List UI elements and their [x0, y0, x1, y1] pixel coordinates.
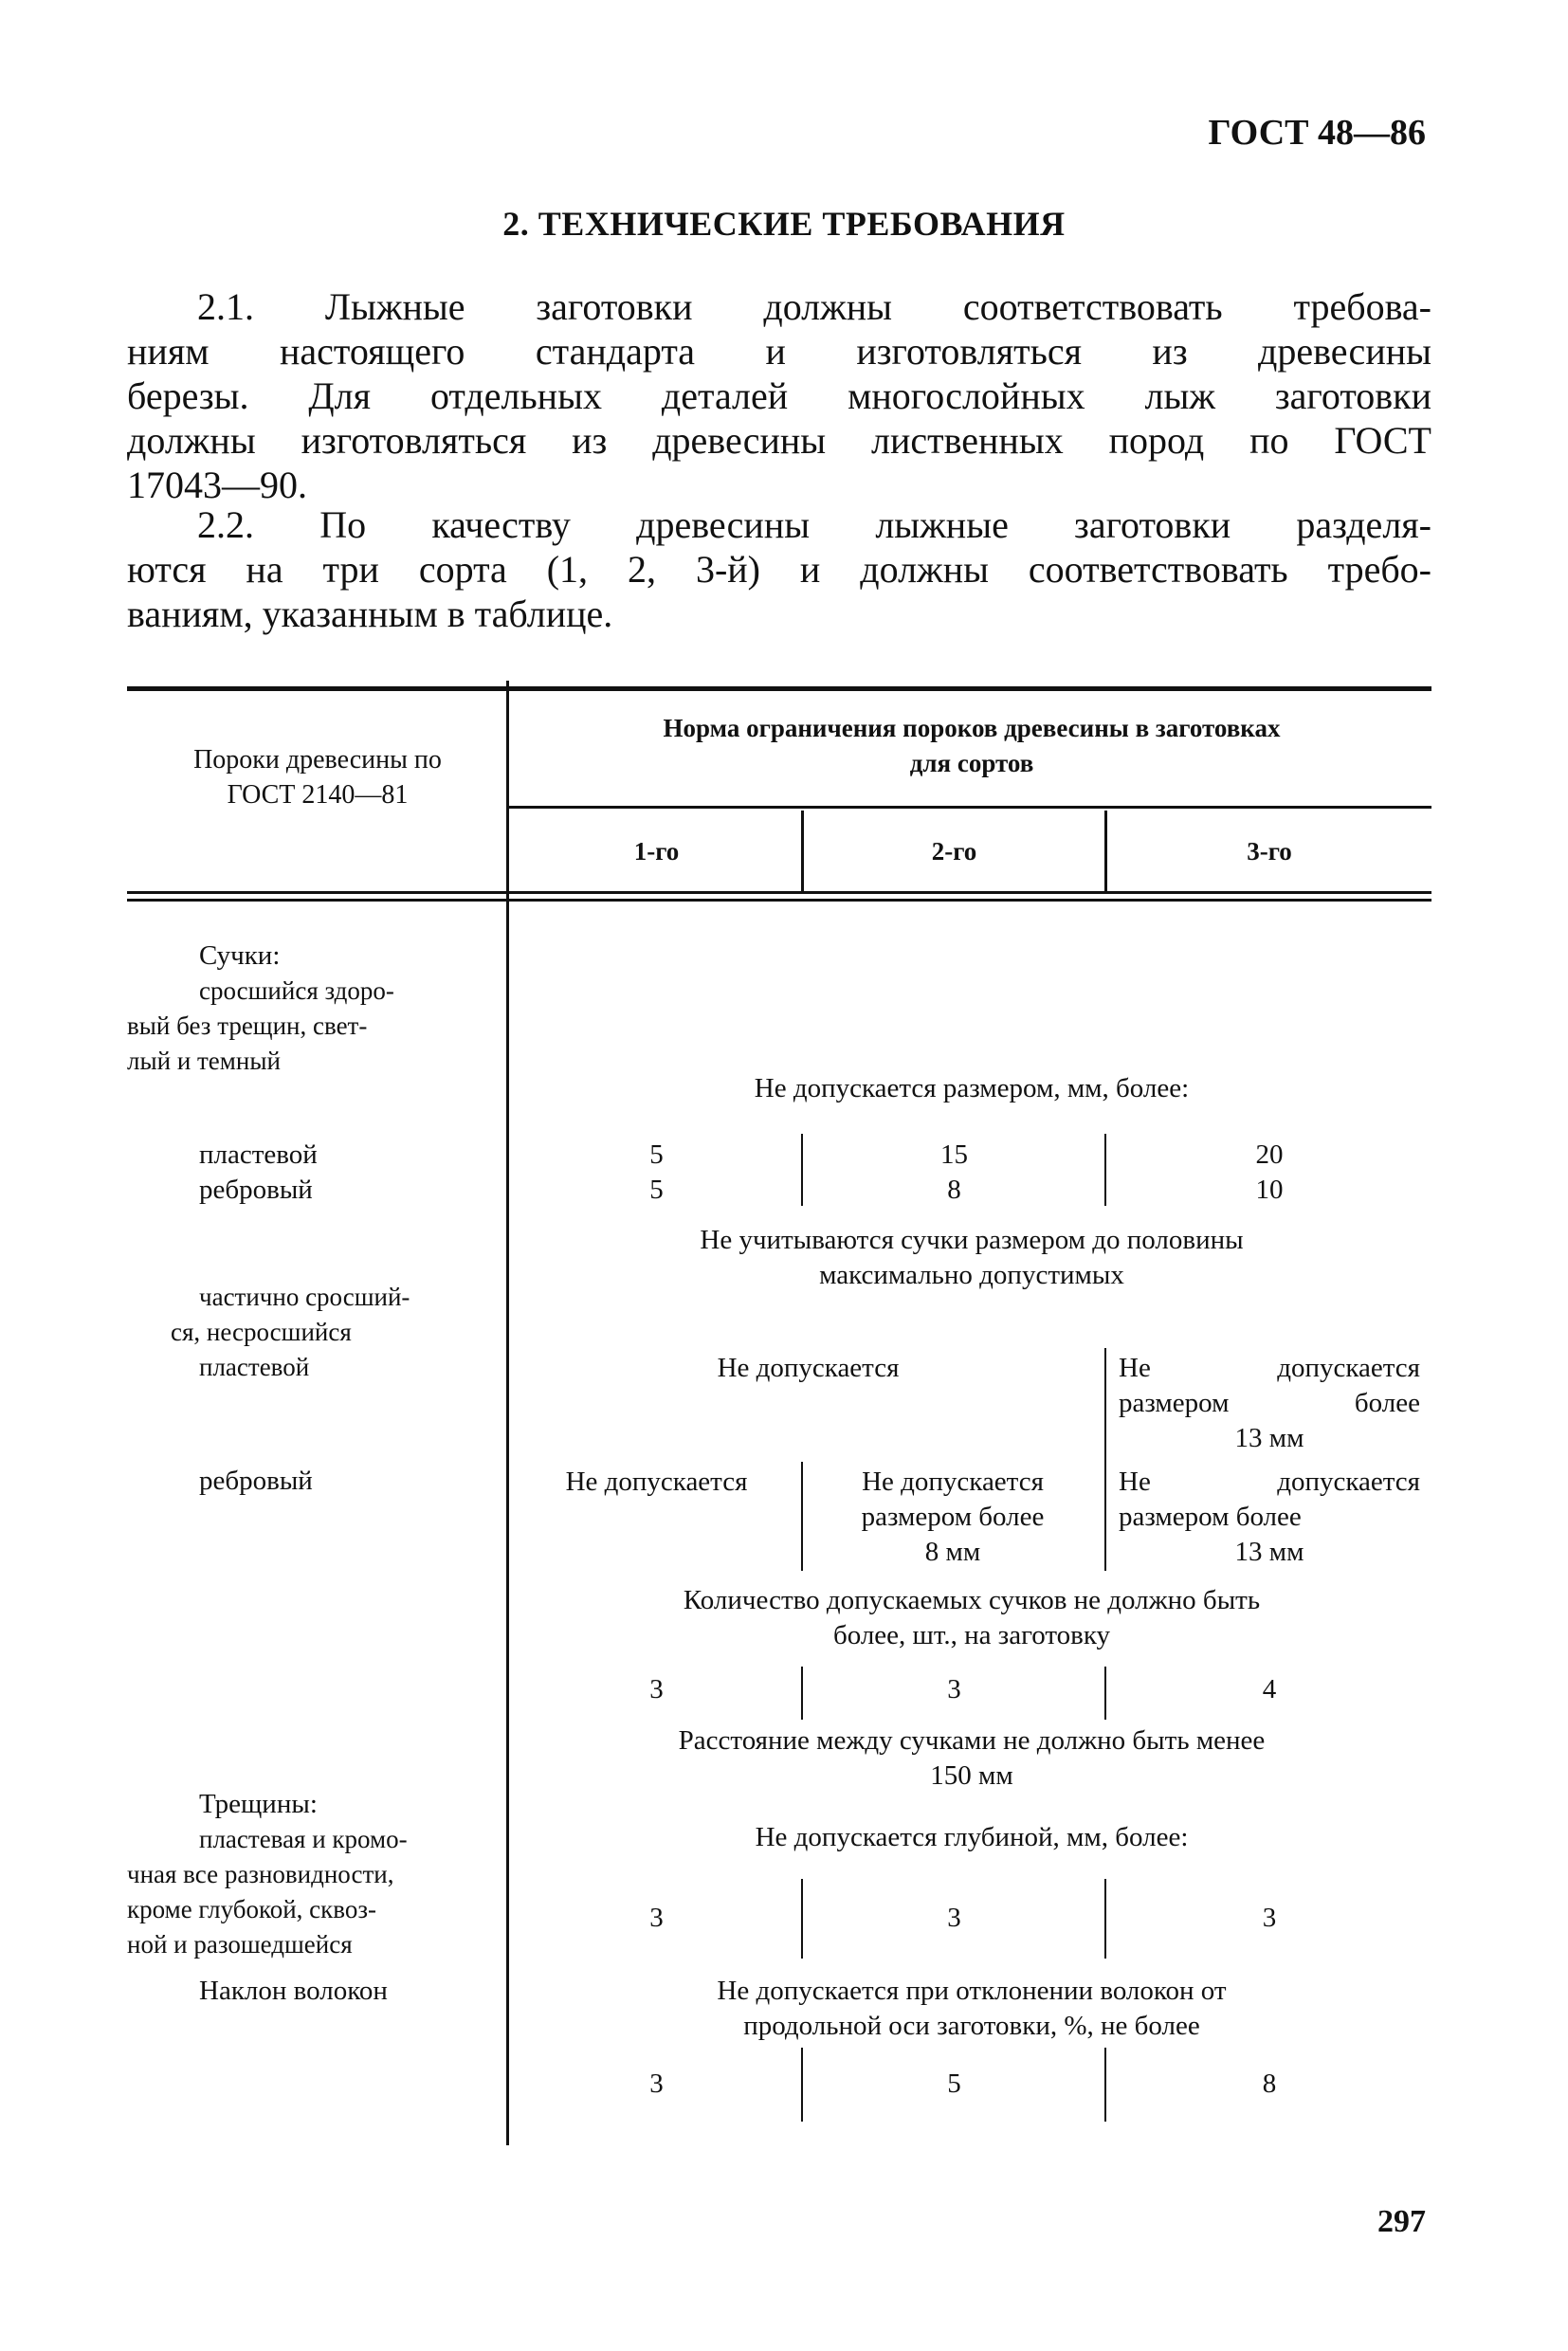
norm-column-header: [512, 711, 1431, 781]
value-divider: [1104, 1667, 1106, 1720]
partial-edge-grade-1: Не допускается: [565, 1467, 748, 1497]
partial-edge-grade-3: [1119, 1465, 1420, 1570]
knots-title: Сучки:: [199, 940, 281, 971]
grade-3-header: 3-го: [1247, 837, 1292, 866]
note-line: Не допускается при отклонении волокон от: [717, 1976, 1227, 2006]
note-line: Не допускается: [1119, 1353, 1420, 1383]
face-value-grade-1: 5: [649, 1139, 664, 1170]
grain-value-grade-2: 5: [947, 2069, 961, 2099]
value-divider: [1104, 2048, 1106, 2122]
note-line: размером более: [1119, 1502, 1302, 1532]
page-number: 297: [1377, 2204, 1426, 2239]
edge-value-grade-2: 8: [947, 1175, 961, 1205]
count-value-grade-3: 4: [1262, 1674, 1277, 1704]
partial-edge-divider: [801, 1462, 803, 1571]
count-value-grade-2: 3: [947, 1674, 961, 1704]
note-line: Расстояние между сучками не должно быть менее: [678, 1725, 1266, 1756]
paragraph-line: ются на три сорта (1, 2, 3-й) и должны соответствовать требо-: [127, 548, 1431, 591]
note-line: 13 мм: [1234, 1423, 1304, 1453]
value-divider: [801, 1134, 803, 1206]
paragraph-line: должны изготовляться из древесины лиственных пород по ГОСТ: [127, 419, 1431, 462]
grain-value-grade-1: 3: [649, 2069, 664, 2099]
note-line: 150 мм: [930, 1760, 1013, 1791]
label-line: ся, несросшийся: [171, 1318, 352, 1346]
ignore-knots-note: [512, 1223, 1431, 1293]
note-line: Не допускается: [862, 1467, 1044, 1497]
header-bottom-rule: [127, 891, 1431, 894]
paragraph-line: ваниям, указанным в таблице.: [127, 592, 613, 635]
paragraph-line: березы. Для отдельных деталей многослойных лыж заготовки: [127, 374, 1431, 417]
count-value-grade-1: 3: [649, 1674, 664, 1704]
paragraph-line: 2.1. Лыжные заготовки должны соответствовать требова-: [197, 285, 1431, 328]
label-line: сросшийся здоро-: [199, 976, 394, 1005]
value-divider: [1104, 1879, 1106, 1959]
face-value-grade-2: 15: [940, 1139, 968, 1170]
header-line: Пороки древесины по: [193, 745, 442, 775]
cracks-title: Трещины:: [199, 1789, 318, 1819]
cracks-value-grade-3: 3: [1262, 1903, 1277, 1933]
note-line: размером более: [1119, 1388, 1420, 1418]
grade-2-header: 2-го: [931, 837, 977, 866]
paragraph-2-2: [127, 502, 1431, 636]
label-line: кроме глубокой, сквоз-: [127, 1895, 376, 1923]
value-divider: [801, 1879, 803, 1959]
note-line: продольной оси заготовки, %, не более: [743, 2011, 1200, 2041]
note-line: Количество допускаемых сучков не должно быть: [683, 1585, 1261, 1615]
note-line: размером более: [861, 1502, 1045, 1532]
cracks-value-grade-1: 3: [649, 1903, 664, 1933]
cracks-value-grade-2: 3: [947, 1903, 961, 1933]
document-code: ГОСТ 48—86: [1208, 113, 1426, 153]
partial-edge-label: ребровый: [199, 1466, 313, 1496]
header-line: для сортов: [909, 749, 1034, 777]
label-line: пластевой: [199, 1353, 310, 1381]
knot-distance-note: [512, 1723, 1431, 1794]
note-line: 8 мм: [924, 1537, 981, 1567]
section-title: 2. ТЕХНИЧЕСКИЕ ТРЕБОВАНИЯ: [502, 205, 1066, 243]
value-divider: [1104, 1134, 1106, 1206]
value-divider: [801, 2048, 803, 2122]
label-line: чная все разновидности,: [127, 1860, 394, 1888]
header-line: ГОСТ 2140—81: [227, 780, 409, 810]
paragraph-line: 17043—90.: [127, 464, 307, 506]
note-line: Не допускается: [1119, 1467, 1420, 1497]
note-line: более, шт., на заготовку: [832, 1620, 1111, 1650]
note-line: 13 мм: [1234, 1537, 1304, 1567]
header-bottom-rule-2: [127, 899, 1431, 902]
grain-note: [512, 1974, 1431, 2044]
edge-knot-label: ребровый: [199, 1175, 313, 1205]
label-line: частично сросший-: [199, 1283, 410, 1311]
sound-knot-label: [127, 974, 487, 1079]
grain-label: Наклон волокон: [199, 1976, 388, 2006]
paragraph-2-1: [127, 284, 1431, 507]
partial-knot-label: [127, 1280, 487, 1385]
face-knot-label: пластевой: [199, 1139, 318, 1170]
edge-value-grade-3: 10: [1255, 1175, 1284, 1205]
label-line: вый без трещин, свет-: [127, 1011, 368, 1040]
partial-edge-grade-2: [811, 1465, 1095, 1570]
knot-count-note: [512, 1583, 1431, 1653]
paragraph-line: 2.2. По качеству древесины лыжные заготовки разделя-: [197, 503, 1431, 546]
sound-knot-note: Не допускается размером, мм, более:: [754, 1073, 1190, 1103]
label-line: ной и разошедшейся: [127, 1930, 353, 1959]
partial-divider: [1104, 1348, 1106, 1571]
value-divider: [801, 1667, 803, 1720]
cracks-note: Не допускается глубиной, мм, более:: [755, 1822, 1189, 1852]
defects-column-header: [133, 742, 502, 812]
grade-1-header: 1-го: [633, 837, 680, 866]
label-line: пластевая и кромо-: [199, 1825, 408, 1853]
grain-value-grade-3: 8: [1262, 2069, 1277, 2099]
note-line: Не учитываются сучки размером до половины: [700, 1225, 1244, 1255]
edge-value-grade-1: 5: [649, 1175, 664, 1205]
face-value-grade-3: 20: [1255, 1139, 1284, 1170]
header-divider-rule: [508, 806, 1431, 809]
header-line: Норма ограничения пороков древесины в заготовках: [663, 714, 1281, 742]
column-divider: [506, 681, 509, 2145]
partial-face-grade-1-2: Не допускается: [717, 1353, 900, 1383]
paragraph-line: ниям настоящего стандарта и изготовляться из древесины: [127, 330, 1431, 373]
partial-face-grade-3: [1119, 1351, 1420, 1456]
note-line: максимально допустимых: [819, 1260, 1124, 1290]
label-line: лый и темный: [127, 1047, 281, 1075]
table-top-rule: [127, 686, 1431, 691]
cracks-label: [127, 1822, 487, 1962]
